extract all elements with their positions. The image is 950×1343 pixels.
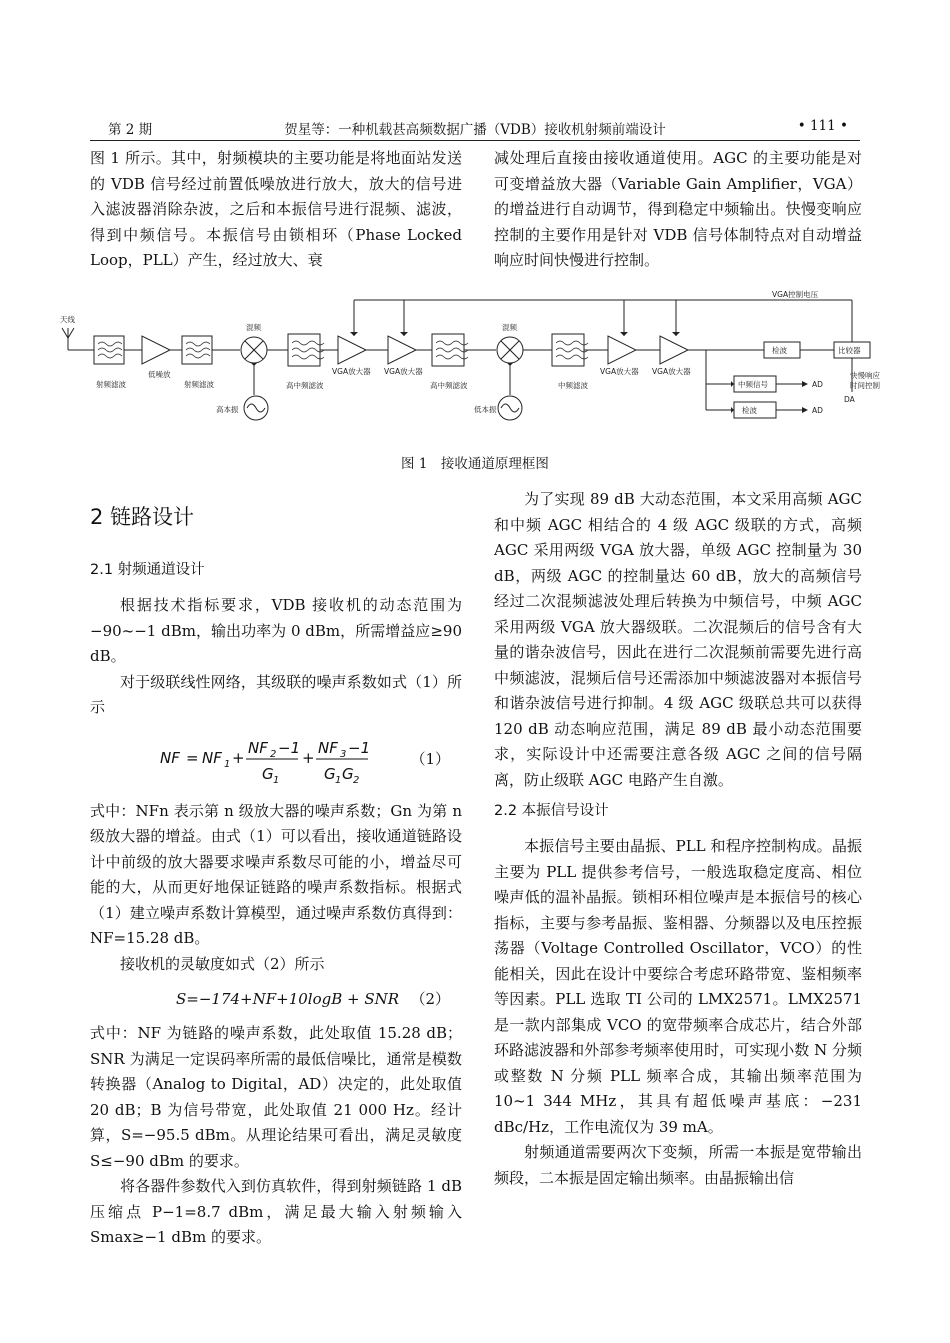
label-comparator: 比较器	[838, 346, 861, 355]
paragraph-compression: 将各器件参数代入到仿真软件，得到射频链路 1 dB 压缩点 P−1=8.7 dBm，满足最大输入射频输入 Smax≥−1 dBm 的要求。	[90, 1177, 462, 1246]
vga-amplifier-2	[388, 336, 416, 364]
svg-text:3: 3	[340, 748, 347, 760]
label-detector-1: 检波	[772, 346, 787, 355]
svg-text:−1: −1	[278, 738, 301, 757]
label-antenna: 天线	[60, 315, 75, 324]
intro-right-paragraph: 减处理后直接由接收通道使用。AGC 的主要功能是对可变增益放大器（Variable Gain Amplifier，VGA）的增益进行自动调节，得到稳定中频输出。快慢变响应控制的主要作用是针对 VDB 信号体制特点对自动增益响应时间快慢进行控制。	[494, 149, 862, 269]
label-detector-2: 检波	[742, 406, 757, 415]
label-lna: 低噪放	[148, 370, 171, 379]
svg-text:G: G	[324, 764, 336, 783]
svg-text:2: 2	[270, 748, 277, 760]
intro-left-column	[90, 146, 462, 274]
label-fast-slow-1: 快慢响应	[850, 371, 880, 380]
equation-1	[90, 729, 462, 789]
page-number: • 111 •	[797, 118, 848, 134]
label-ad-2: AD	[812, 406, 823, 415]
if-filter	[552, 334, 584, 366]
label-rf-filter-1: 射频滤波	[96, 380, 126, 389]
label-vga-4: VGA放大器	[652, 367, 691, 376]
paragraph-sensitivity-explain: 式中：NF 为链路的噪声系数，此处取值 15.28 dB；SNR 为满足一定误码率所需的最低信噪比，通常是模数转换器（Analog to Digital，AD）决定的，此处取值 20 dB；B 为信号带宽，此处取值 21 000 Hz。经计算，S=−95.5 dBm。从理论结果可看出，满足灵敏度 S≤−90 dBm 的要求。	[90, 1024, 462, 1170]
label-vga-1: VGA放大器	[332, 367, 371, 376]
svg-text:−1: −1	[348, 738, 371, 757]
svg-text:+: +	[232, 748, 245, 767]
subsection-title-2-2: 2.2 本振信号设计	[494, 803, 609, 819]
equation-2	[90, 985, 462, 1015]
svg-text:+: +	[302, 748, 315, 767]
paragraph-downconvert: 射频通道需要两次下变频，所需一本振是宽带输出频段，二本振是固定输出频率。由晶振输出信	[494, 1143, 862, 1187]
intro-left-paragraph: 图 1 所示。其中，射频模块的主要功能是将地面站发送的 VDB 信号经过前置低噪放进行放大，放大的信号进入滤波器消除杂波，之后和本振信号进行混频、滤波，得到中频信号。本振信号由锁相环（Phase Locked Loop，PLL）产生，经过放大、衰	[90, 149, 462, 269]
label-hf-filter-2: 高中频滤波	[430, 381, 468, 390]
figure-caption: 图 1 接收通道原理框图	[401, 456, 549, 472]
paragraph-noise-intro: 对于级联线性网络，其级联的噪声系数如式（1）所示	[90, 672, 462, 716]
issue-number: 第 2 期	[108, 122, 153, 138]
svg-text:NF: NF	[318, 738, 338, 757]
label-mixer-2: 混频	[502, 323, 517, 332]
paragraph-agc: 为了实现 89 dB 大动态范围，本文采用高频 AGC 和中频 AGC 相结合的 4 级 AGC 级联的方式，高频 AGC 采用两级 VGA 放大器，单级 AGC 控制量为 30 dB，两级 AGC 的控制量达 60 dB，放大的高频信号经过二次混频滤波处理后转换为中频信号，中频 AGC 采用两级 VGA 放大器级联。二次混频后的信号含有大量的谐杂波信号，因此在进行二次混频前需要先进行高中频滤波，混频后信号还需添加中频滤波器对本振信号和谐杂波信号进行抑制。4 级 AGC 级联总共可以获得 120 dB 动态响应范围，满足 89 dB 最小动态范围要求，实际设计中还需要注意各级 AGC 之间的信号隔离，防止级联 AGC 电路产生自激。	[494, 490, 862, 789]
label-fast-slow-2: 时间控制	[850, 381, 880, 390]
label-hf-filter-1: 高中频滤波	[286, 381, 324, 390]
subsection-title-2-1: 2.1 射频通道设计	[90, 562, 205, 578]
hf-filter-1	[288, 334, 320, 366]
paragraph-dynamic-range: 根据技术指标要求，VDB 接收机的动态范围为 −90~−1 dBm，输出功率为 0 dBm，所需增益应≥90 dB。	[90, 596, 462, 665]
label-mixer-1: 混频	[246, 323, 261, 332]
svg-text:1: 1	[273, 774, 280, 786]
vga-amplifier-1	[338, 336, 366, 364]
equation-2-number: （2）	[410, 990, 450, 1008]
svg-text:G: G	[342, 764, 354, 783]
lna-amplifier	[142, 336, 170, 364]
section-title: 2 链路设计	[90, 505, 195, 529]
paragraph-noise-explain: 式中：NFn 表示第 n 级放大器的噪声系数；Gn 为第 n 级放大器的增益。由式（1）可以看出，接收通道链路设计中前级的放大器要求噪声系数尽可能的小，增益尽可能的大，从而更好地保证链路的噪声系数指标。根据式（1）建立噪声系数计算模型，通过噪声系数仿真得到：NF=15.28 dB。	[90, 801, 462, 947]
paragraph-lo: 本振信号主要由晶振、PLL 和程序控制构成。晶振主要为 PLL 提供参考信号，一般选取稳定度高、相位噪声低的温补晶振。锁相环相位噪声是本振信号的核心指标，主要与参考晶振、鉴相器、分频器以及电压控振荡器（Voltage Controlled Oscillator，VCO）的性能相关，因此在设计中要综合考虑环路带宽、鉴相频率等因素。PLL 选取 TI 公司的 LMX2571。LMX2571 是一款内部集成 VCO 的宽带频率合成芯片，结合外部环路滤波器和外部参考频率使用时，可实现小数 N 分频或整数 N 分频 PLL 频率合成，其输出频率范围为 10~1 344 MHz，其具有超低噪声基底：−231 dBc/Hz，工作电流仅为 39 mA。	[494, 837, 862, 1136]
page-header	[90, 118, 860, 141]
equation-2-text: S=−174+NF+10logB + SNR	[176, 990, 400, 1008]
label-vga-3: VGA放大器	[600, 367, 639, 376]
label-da: DA	[844, 395, 855, 404]
paragraph-sensitivity-intro: 接收机的灵敏度如式（2）所示	[120, 954, 325, 973]
svg-text:G: G	[262, 764, 274, 783]
svg-text:1: 1	[335, 774, 342, 786]
receiver-block-diagram	[56, 288, 896, 468]
label-if-filter: 中频滤波	[558, 381, 588, 390]
svg-text:NF: NF	[248, 738, 268, 757]
svg-text:NF: NF	[160, 748, 180, 767]
label-rf-filter-2: 射频滤波	[184, 380, 214, 389]
label-lo-low: 低本振	[474, 405, 497, 414]
label-if-signal: 中频信号	[738, 380, 768, 389]
intro-right-column	[494, 146, 862, 274]
block-diagram-svg	[56, 288, 896, 448]
hf-filter-2	[432, 334, 464, 366]
svg-text:NF: NF	[202, 748, 222, 767]
vga-amplifier-3	[608, 336, 636, 364]
svg-text:1: 1	[224, 758, 231, 770]
equation-1-number: （1）	[410, 749, 450, 768]
right-column	[494, 487, 862, 1191]
label-vga-2: VGA放大器	[384, 367, 423, 376]
vga-amplifier-4	[660, 336, 688, 364]
left-column	[90, 500, 462, 1251]
label-ad-1: AD	[812, 380, 823, 389]
label-vga-control: VGA控制电压	[772, 290, 819, 299]
svg-text:2: 2	[353, 774, 360, 786]
running-title: 贺星等：一种机载甚高频数据广播（VDB）接收机射频前端设计	[284, 122, 666, 138]
label-lo-high: 高本振	[216, 405, 239, 414]
svg-text:=: =	[186, 748, 199, 767]
